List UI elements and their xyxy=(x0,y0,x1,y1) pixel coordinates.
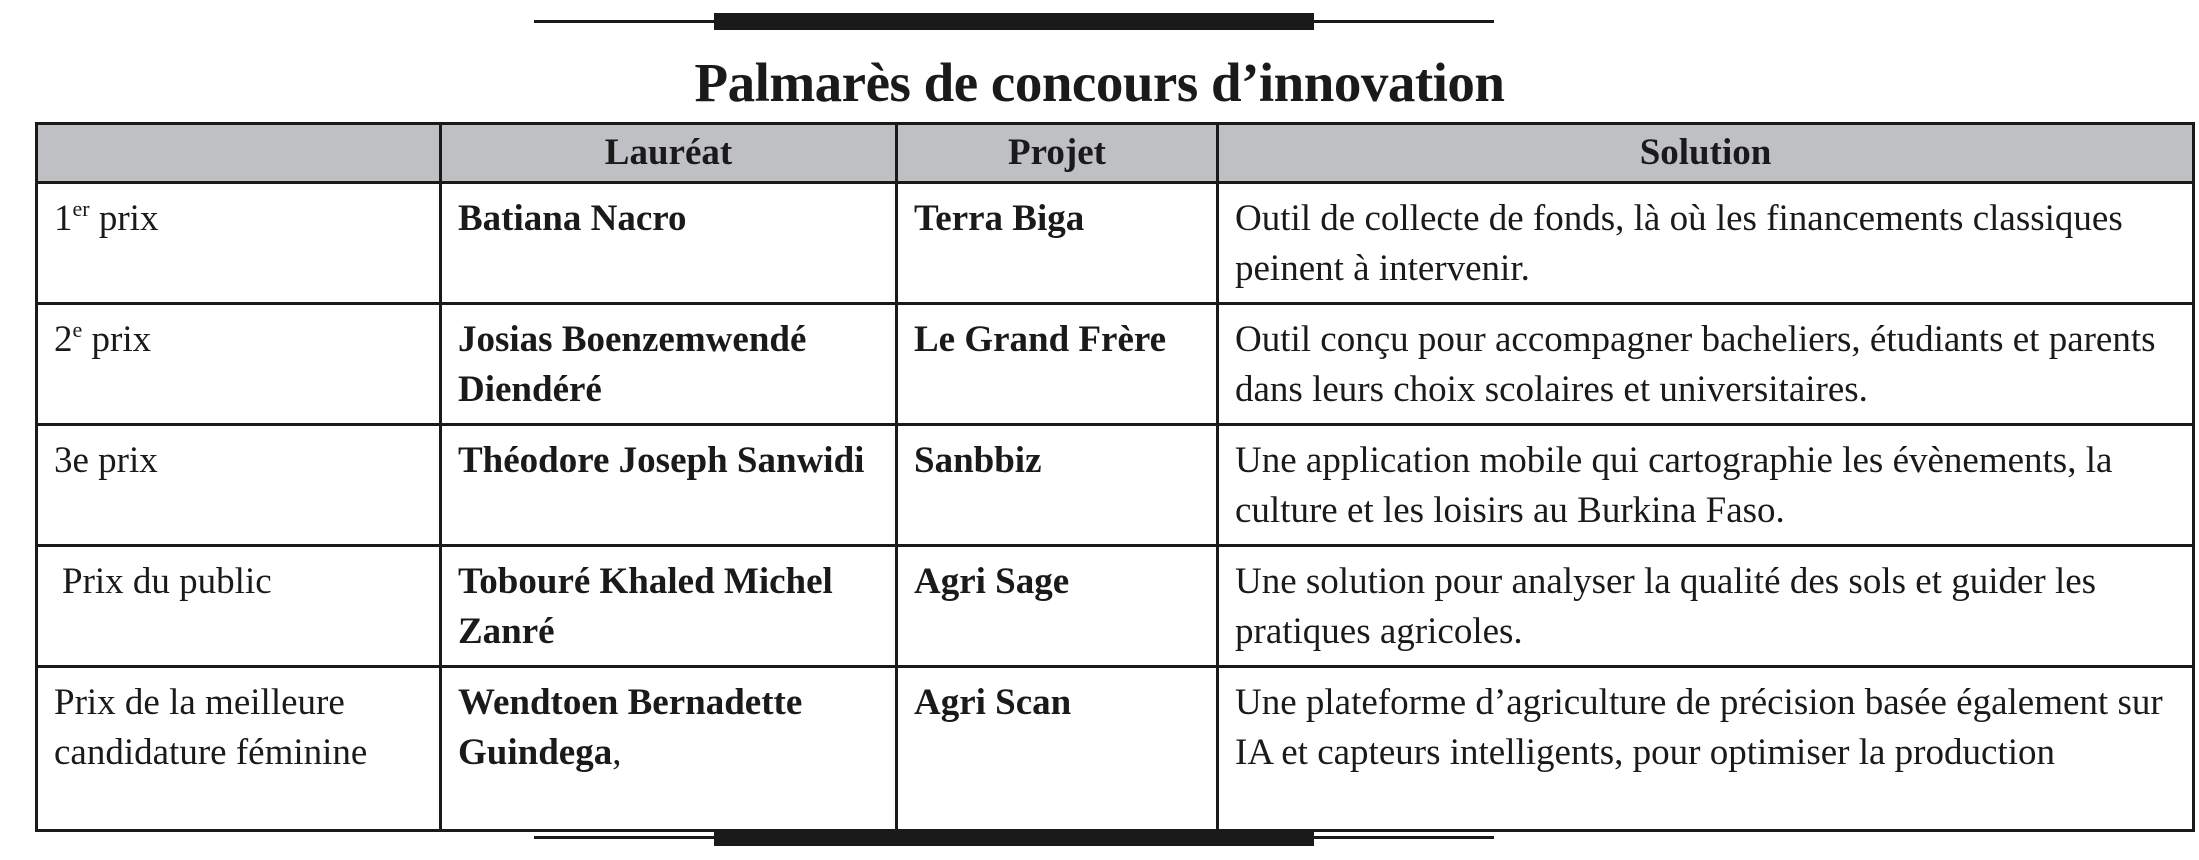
prize-cell: 3e prix xyxy=(37,425,441,546)
project-cell: Agri Scan xyxy=(897,667,1218,831)
laureate-cell xyxy=(441,667,897,831)
prize-word: prix xyxy=(82,319,152,360)
solution-cell: Une application mobile qui cartographie les évènements, la culture et les loisirs au Burkina Faso. xyxy=(1218,425,2194,546)
table-row xyxy=(37,425,2194,546)
laureate-cell: Batiana Nacro xyxy=(441,183,897,304)
prize-number: 1 xyxy=(54,198,73,239)
solution-cell: Une solution pour analyser la qualité des sols et guider les pratiques agricoles. xyxy=(1218,546,2194,667)
table-row xyxy=(37,667,2194,831)
header-laureate: Lauréat xyxy=(441,124,897,183)
laureate-cell: Tobouré Khaled Michel Zanré xyxy=(441,546,897,667)
laureate-cell: Josias Boenzemwendé Diendéré xyxy=(441,304,897,425)
prize-ordinal-suffix: er xyxy=(72,196,90,221)
solution-cell: Outil conçu pour accompagner bacheliers, étudiants et parents dans leurs choix scolaires et universitaires. xyxy=(1218,304,2194,425)
top-decorative-rule xyxy=(534,12,1494,30)
laureate-name: Wendtoen Bernadette Guindega xyxy=(458,682,803,773)
header-project: Projet xyxy=(897,124,1218,183)
laureate-suffix: , xyxy=(612,732,622,773)
prize-word: prix xyxy=(89,198,159,239)
prize-cell xyxy=(37,304,441,425)
project-cell: Sanbbiz xyxy=(897,425,1218,546)
project-cell: Le Grand Frère xyxy=(897,304,1218,425)
header-prize xyxy=(37,124,441,183)
table-row xyxy=(37,546,2194,667)
table-header-row xyxy=(37,124,2194,183)
prize-cell: Prix de la meilleure candidature féminine xyxy=(37,667,441,831)
awards-table xyxy=(35,122,2195,832)
bottom-decorative-rule xyxy=(534,828,1494,846)
prize-number: 2 xyxy=(54,319,73,360)
prize-ordinal-suffix: e xyxy=(72,317,83,342)
header-solution: Solution xyxy=(1218,124,2194,183)
prize-cell xyxy=(37,546,441,667)
prize-cell xyxy=(37,183,441,304)
project-cell: Agri Sage xyxy=(897,546,1218,667)
solution-cell: Outil de collecte de fonds, là où les financements classiques peinent à intervenir. xyxy=(1218,183,2194,304)
solution-cell: Une plateforme d’agriculture de précision basée également sur IA et capteurs intelligents, pour optimiser la production xyxy=(1218,667,2194,831)
top-rule-thick-bar xyxy=(714,13,1314,30)
table-row xyxy=(37,304,2194,425)
table-row xyxy=(37,183,2194,304)
bottom-rule-thick-bar xyxy=(714,829,1314,846)
laureate-cell: Théodore Joseph Sanwidi xyxy=(441,425,897,546)
page-title: Palmarès de concours d’innovation xyxy=(694,52,1505,113)
prize-label: Prix du public xyxy=(62,561,272,602)
project-cell: Terra Biga xyxy=(897,183,1218,304)
